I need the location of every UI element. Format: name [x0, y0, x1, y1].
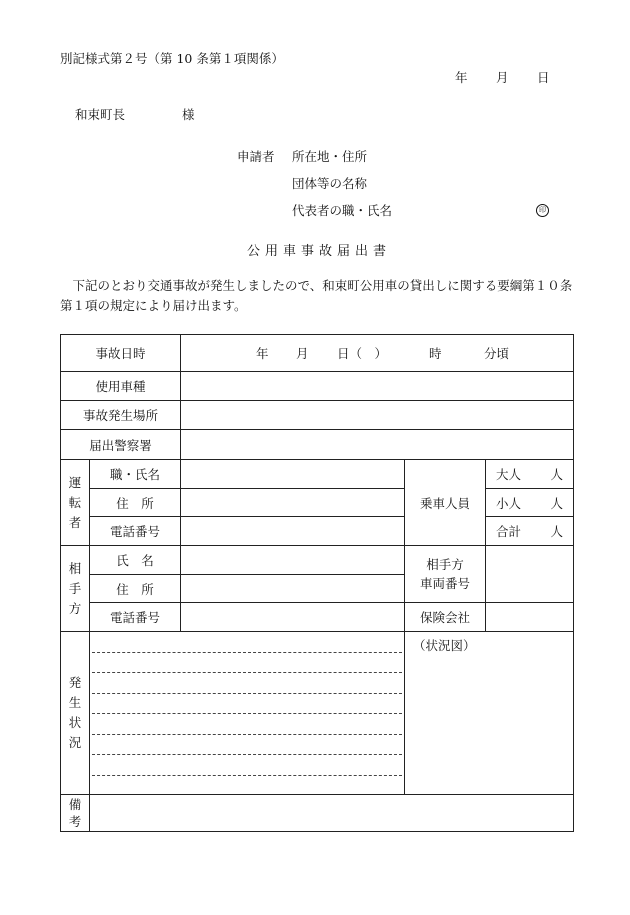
child-unit: 人: [550, 495, 564, 511]
row-accident-datetime: [61, 335, 574, 372]
applicant-address-label: 所在地・住所: [292, 149, 368, 164]
row-remarks: [61, 795, 574, 832]
other-vehicle-label: 相手方 車両番号: [405, 546, 486, 603]
dt-hour: 時: [429, 346, 442, 361]
situation-line: [92, 673, 402, 694]
intro-paragraph: 下記のとおり交通事故が発生しましたので、和束町公用車の貸出しに関する要綱第１０条第１項の規定により届け出ます。: [60, 278, 573, 313]
situation-description-field[interactable]: [90, 632, 405, 795]
situation-diagram-field[interactable]: [405, 632, 574, 795]
date-year-label: 年: [455, 70, 468, 85]
situation-line: [92, 755, 402, 776]
location-field[interactable]: [181, 401, 574, 430]
driver-name-field[interactable]: [181, 460, 405, 489]
row-driver-phone: [61, 517, 574, 546]
situation-group-label: 発 生 状 況: [61, 632, 90, 795]
adult-count-field[interactable]: [486, 460, 574, 489]
dt-day: 日（ ）: [337, 346, 388, 361]
other-vehicle-field[interactable]: [486, 546, 574, 603]
dt-year: 年: [256, 346, 269, 361]
dt-month: 月: [296, 346, 309, 361]
form-number: 別記様式第２号（第 10 条第１項関係）: [60, 51, 284, 66]
accident-datetime-field[interactable]: [181, 335, 574, 372]
situation-diagram-label: （状況図）: [413, 638, 476, 653]
other-phone-label: 電話番号: [90, 603, 181, 632]
driver-address-field[interactable]: [181, 489, 405, 517]
applicant-label: 申請者: [237, 149, 275, 164]
addressee: 和束町長: [75, 107, 126, 122]
police-label: 届出警察署: [61, 430, 181, 460]
row-other-phone: [61, 603, 574, 632]
seal-mark: 印: [536, 204, 549, 217]
accident-datetime-label: 事故日時: [61, 335, 181, 372]
driver-address-label: 住 所: [90, 489, 181, 517]
driver-phone-field[interactable]: [181, 517, 405, 546]
other-name-label: 氏 名: [90, 546, 181, 575]
driver-name-label: 職・氏名: [90, 460, 181, 489]
driver-phone-label: 電話番号: [90, 517, 181, 546]
vehicle-type-field[interactable]: [181, 372, 574, 401]
row-other-name: [61, 546, 574, 575]
remarks-label: 備 考: [61, 795, 90, 832]
situation-line: [92, 653, 402, 674]
row-situation: [61, 632, 574, 795]
document-title: 公用車事故届出書: [247, 244, 392, 259]
location-label: 事故発生場所: [61, 401, 181, 430]
row-vehicle-type: [61, 372, 574, 401]
row-driver-name: [61, 460, 574, 489]
other-name-field[interactable]: [181, 546, 405, 575]
insurance-label: 保険会社: [405, 603, 486, 632]
other-address-field[interactable]: [181, 575, 405, 603]
total-count-field[interactable]: [486, 517, 574, 546]
child-count-field[interactable]: [486, 489, 574, 517]
row-driver-address: [61, 489, 574, 517]
dt-minute: 分頃: [484, 346, 510, 361]
other-address-label: 住 所: [90, 575, 181, 603]
date-month-label: 月: [496, 70, 509, 85]
driver-group-label: 運 転 者: [61, 460, 90, 546]
total-unit: 人: [550, 524, 564, 539]
adult-label: 大人: [496, 467, 522, 482]
insurance-field[interactable]: [486, 603, 574, 632]
date-day-label: 日: [537, 70, 550, 85]
situation-line: [92, 735, 402, 756]
applicant-representative-label: 代表者の職・氏名: [292, 203, 393, 218]
passengers-label: 乗車人員: [405, 460, 486, 546]
child-label: 小人: [496, 495, 522, 511]
other-party-group-label: 相 手 方: [61, 546, 90, 632]
police-field[interactable]: [181, 430, 574, 460]
situation-line: [92, 694, 402, 715]
addressee-honorific: 様: [182, 107, 195, 122]
situation-line: [92, 714, 402, 735]
row-location: [61, 401, 574, 430]
other-phone-field[interactable]: [181, 603, 405, 632]
situation-line: [92, 632, 402, 653]
report-table: [60, 334, 574, 832]
vehicle-type-label: 使用車種: [61, 372, 181, 401]
applicant-org-label: 団体等の名称: [292, 176, 368, 191]
total-label: 合計: [496, 524, 522, 539]
adult-unit: 人: [550, 467, 564, 482]
remarks-field[interactable]: [90, 795, 574, 832]
row-police: [61, 430, 574, 460]
